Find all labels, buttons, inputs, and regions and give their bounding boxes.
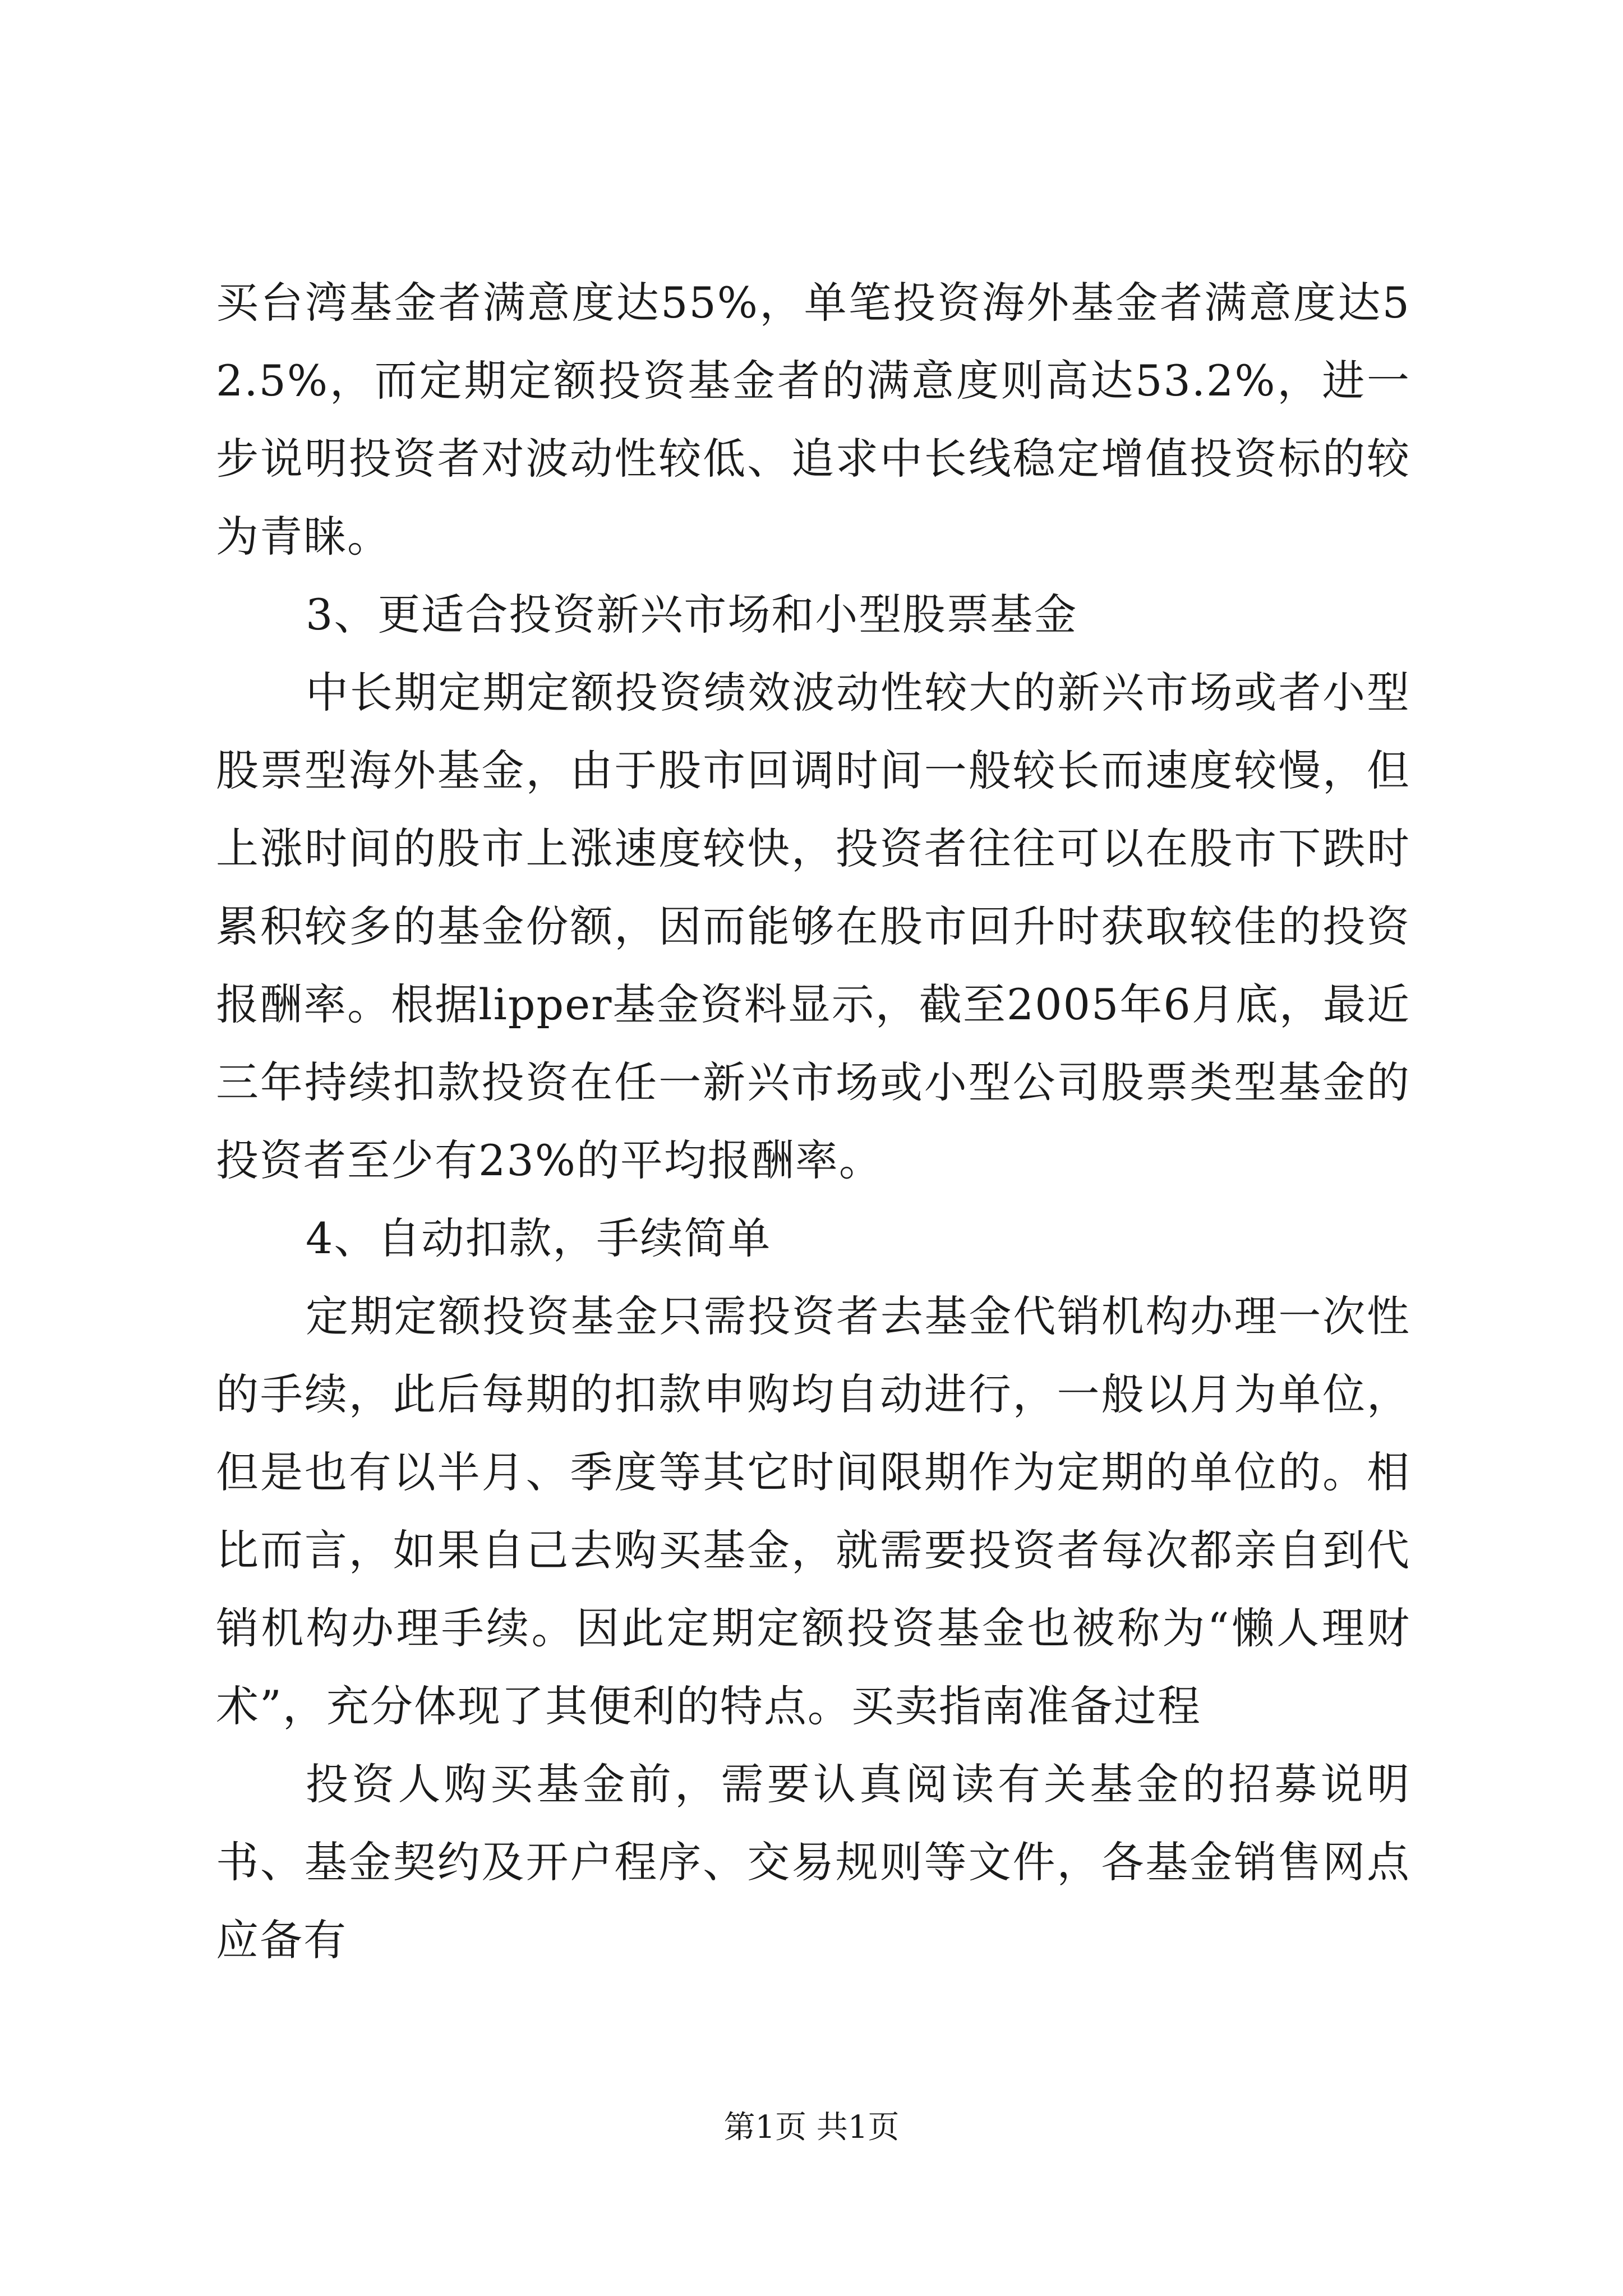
paragraph-1: 买台湾基金者满意度达55%，单笔投资海外基金者满意度达52.5%，而定期定额投资基金者的满意度则高达53.2%，进一步说明投资者对波动性较低、追求中长线稳定增值投资标的较为青睐。 <box>216 278 1410 562</box>
document-body <box>216 264 1410 1979</box>
section-heading-4: 4、自动扣款，手续简单 <box>306 1213 772 1263</box>
paragraph-4: 投资人购买基金前，需要认真阅读有关基金的招募说明书、基金契约及开户程序、交易规则等文件，各基金销售网点应备有 <box>216 1759 1410 1965</box>
paragraph-2: 中长期定期定额投资绩效波动性较大的新兴市场或者小型股票型海外基金，由于股市回调时间一般较长而速度较慢，但上涨时间的股市上涨速度较快，投资者往往可以在股市下跌时累积较多的基金份额，因而能够在股市回升时获取较佳的投资报酬率。根据lipper基金资料显示，截至2005年6月底，最近三年持续扣款投资在任一新兴市场或小型公司股票类型基金的投资者至少有23%的平均报酬率。 <box>216 668 1410 1185</box>
section-heading-3: 3、更适合投资新兴市场和小型股票基金 <box>306 590 1078 639</box>
paragraph-3: 定期定额投资基金只需投资者去基金代销机构办理一次性的手续，此后每期的扣款申购均自动进行，一般以月为单位，但是也有以半月、季度等其它时间限期作为定期的单位的。相比而言，如果自己去购买基金，就需要投资者每次都亲自到代销机构办理手续。因此定期定额投资基金也被称为“懒人理财术”，充分体现了其便利的特点。买卖指南准备过程 <box>216 1291 1410 1731</box>
page-footer: 第1页 共1页 <box>723 2109 900 2146</box>
